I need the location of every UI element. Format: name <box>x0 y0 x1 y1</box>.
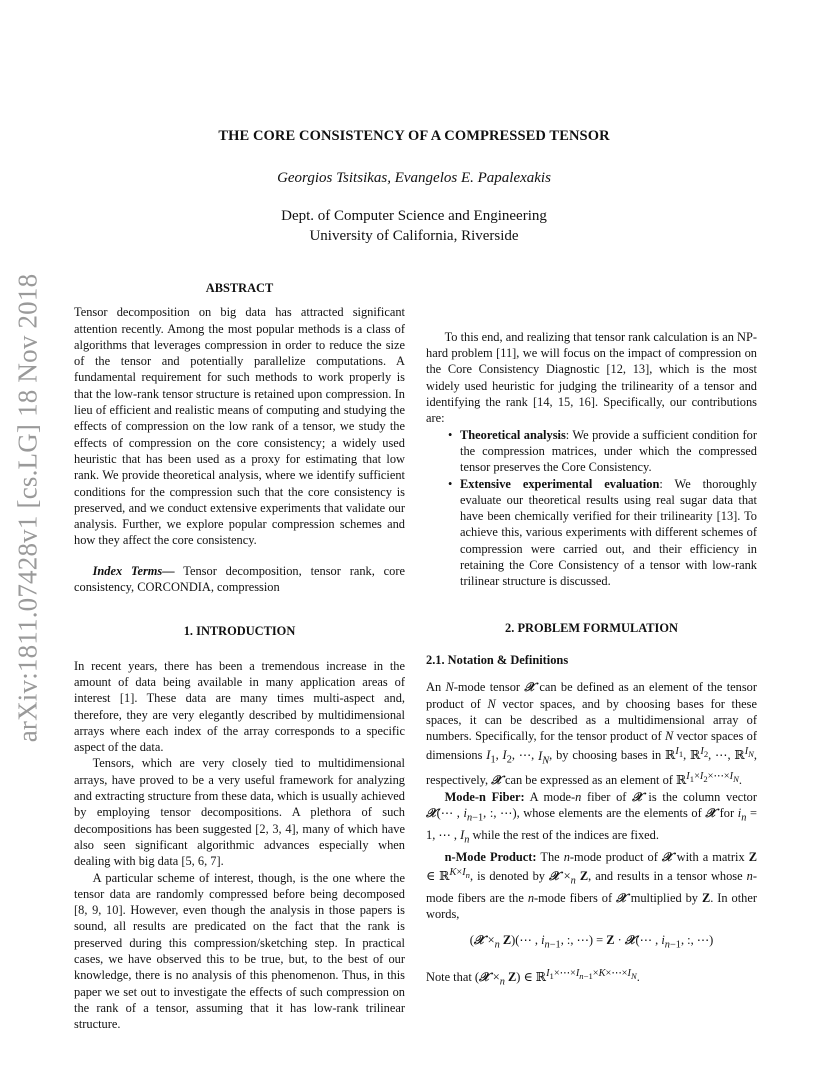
citation-link[interactable]: [14, 15, 16] <box>533 395 595 410</box>
index-terms <box>74 563 405 596</box>
citation-link[interactable]: [11] <box>496 346 517 361</box>
dimension-note: Note that (𝒳 $\times_n$ Z) ∈ ℝ$^{I_1\times\cdots\times I_{n-1}\times K\times\cdots\times I_N}$. <box>426 968 640 988</box>
citation-link[interactable]: [13] <box>716 509 738 524</box>
intro-paragraph-3: A particular scheme of interest, though, is the one where the tensor data are randomly compressed before being decomposed [8, 9, 10]. However, even though the analysis in those papers is sound, all results are predicated on the fact that the rank is preserved during this compression/sketching step. In practical cases, we have observed this to be true, but, to the best of our knowledge, there is no analysis of this phenomenon. Thus, in this paper we set out to investigate the effects of such compression on the rank of a tensor, assuming that it has low-rank trilinear structure. <box>74 870 405 1032</box>
abstract-text: Tensor decomposition on big data has attracted significant attention recently. Among the most popular methods is a class of algorithms that leverages compression in order to reduce the size of the tensor and potentially parallelize computations. A fundamental requirement for such methods to work properly is that the low-rank tensor structure is retained upon compression. In lieu of efficient and realistic means of computing and studying the effects of compression on the low rank of a tensor, we study the effects of compression on the core consistency; a widely used heuristic that has been used as a proxy for estimating that low rank. We provide theoretical analysis, where we identify sufficient conditions for the compression such that the core consistency is preserved, and we conduct extensive experiments that validate our analysis. Further, we explore popular compression schemes and how they affect the core consistency. <box>74 305 405 548</box>
introduction-heading: 1. INTRODUCTION <box>183 624 296 639</box>
citation-link[interactable]: [2, 3, 4] <box>255 821 296 836</box>
index-terms-label: Index Terms— <box>92 563 175 578</box>
abstract-heading: ABSTRACT <box>205 281 274 295</box>
citation-link[interactable]: [5, 6, 7] <box>181 854 221 869</box>
citation-link[interactable]: [8, 9, 10] <box>74 903 123 918</box>
contribution-list <box>426 427 757 590</box>
university: University of California, Riverside <box>309 228 519 244</box>
n-mode-product-equation: (𝒳 $\times_n$ Z)(⋯ , $i_{n-1}$, :, ⋯) = Z · 𝒳(⋯ , $i_{n-1}$, :, ⋯) <box>469 933 714 951</box>
index-terms-text: Tensor decomposition, tensor rank, core consistency, CORCONDIA, compression <box>74 563 405 595</box>
list-item: • Extensive experimental evaluation: We thoroughly evaluate our theoretical results using real sugar data that have been chemically verified for their trilinearity [13]. To achieve this, various experiments with different schemes of compression were carried out, and their efficiency in retaining the Core Consistency of a tensor with low-rank trilinear structure is discussed. <box>460 476 757 590</box>
authors: Georgios Tsitsikas, Evangelos E. Papalexakis <box>277 170 551 186</box>
intro-paragraph-4: To this end, and realizing that tensor rank calculation is an NP-hard problem [11], we will focus on the impact of compression on the Core Consistency Diagnostic [12, 13], which is the most widely used heuristic for judging the trilinearity of a tensor and identifying the rank [14, 15, 16]. Specifically, our contributions are: <box>426 329 757 426</box>
citation-link[interactable]: [1] <box>119 691 135 706</box>
paper-title: THE CORE CONSISTENCY OF A COMPRESSED TENSOR <box>218 128 610 144</box>
list-item: • Theoretical analysis: We provide a sufficient condition for the compression matrices, under which the compressed tensor preserves the Core Consistency. <box>460 427 757 476</box>
intro-paragraph-1: In recent years, there has been a tremendous increase in the amount of data being available in many application areas of interest [1]. These data are many times multi-aspect and, therefore, they are very elegantly described by multidimensional arrays where each index of the array corresponds to a specific aspect of the data. <box>74 658 405 755</box>
department: Dept. of Computer Science and Engineering <box>281 208 547 224</box>
problem-formulation-heading: 2. PROBLEM FORMULATION <box>505 620 678 635</box>
intro-paragraph-2: Tensors, which are very closely tied to multidimensional arrays, have proved to be a very useful framework for analyzing and extracting structure from these data, which is usually achieved by employing tensor decompositions. A plethora of such decompositions has been suggested [2, 3, 4], many of which have also seen significant algorithmic advances especially when dealing with big data [5, 6, 7]. <box>74 756 405 869</box>
mode-n-fiber-definition: Mode-n Fiber: A mode-n fiber of 𝒳 is the column vector 𝒳(⋯ , $i_{n-1}$, :, ⋯), whose elements are the elements of 𝒳 for $i_n = 1$, ⋯ , $I_n$ while the rest of the indices are fixed. <box>426 789 757 846</box>
right-column <box>426 280 757 991</box>
notation-subheading: 2.1. Notation & Definitions <box>426 652 569 667</box>
n-mode-product-definition: n-Mode Product: The n-mode product of 𝒳 with a matrix Z ∈ ℝ$^{K\times I_n}$, is denoted by 𝒳 $\times_n$ Z, and results in a tensor whose n-mode fibers are the n-mode fibers of 𝒳 multiplied by Z. In other words, <box>426 849 758 922</box>
left-column <box>74 280 405 1032</box>
affiliation <box>0 206 828 246</box>
citation-link[interactable]: [12, 13] <box>606 362 650 377</box>
tensor-definition: An N-mode tensor 𝒳 can be defined as an element of the tensor product of N vector spaces, and by choosing bases for these spaces, it can be described as a multidimensional array of numbers. Specifically, for the tensor product of N vector spaces of dimensions $I_1$, $I_2$, ⋯, $I_N$, by choosing bases in ℝ$^{I_1}$, ℝ$^{I_2}$, ⋯, ℝ$^{I_N}$, respectively, 𝒳 can be expressed as an element of ℝ$^{I_1\times I_2\times\cdots\times I_N}$. <box>426 680 757 788</box>
arxiv-identifier: arXiv:1811.07428v1 [cs.LG] 18 Nov 2018 <box>12 273 43 743</box>
